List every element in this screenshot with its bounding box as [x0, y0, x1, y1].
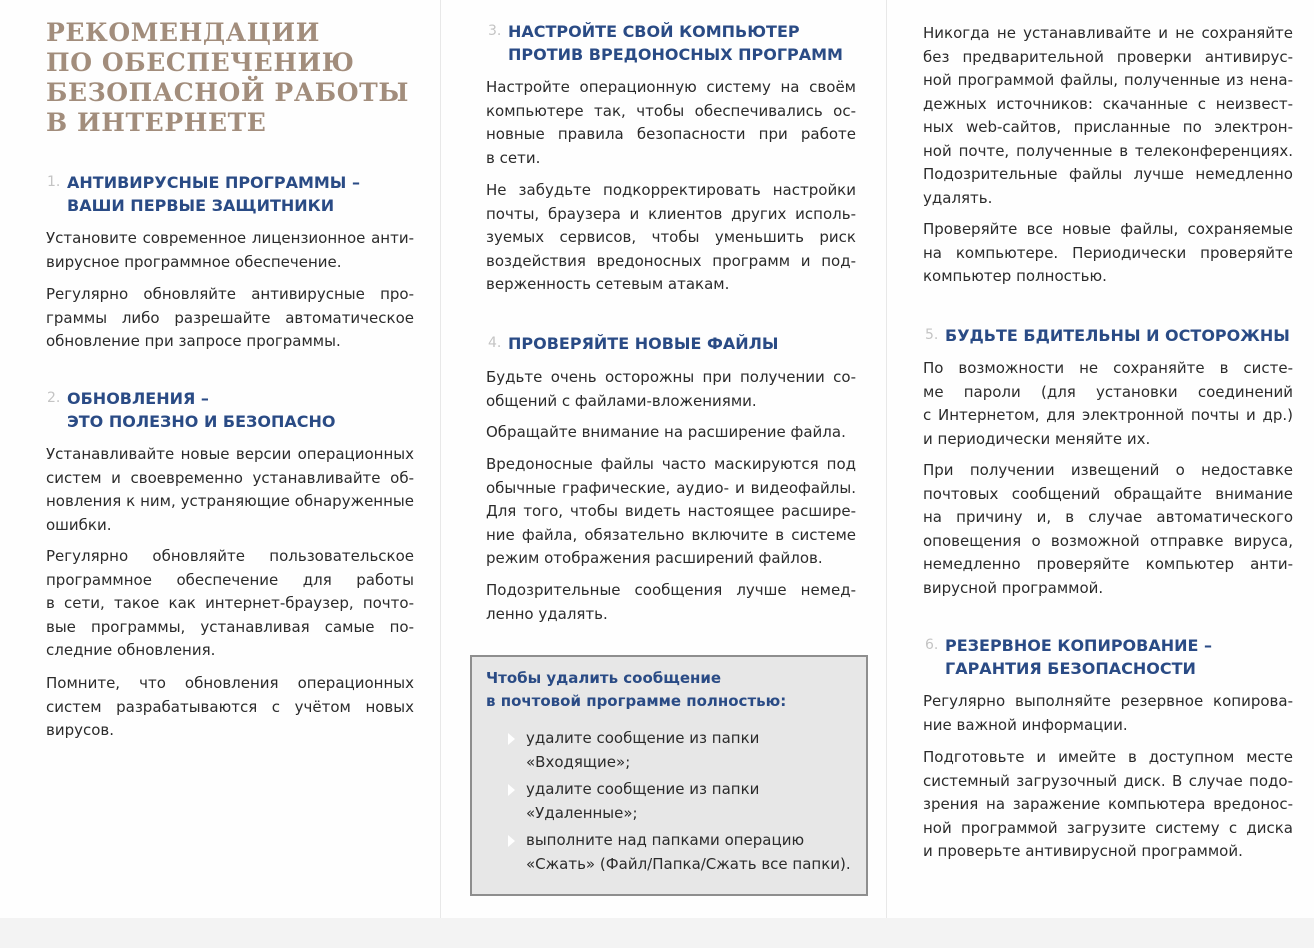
text-line: системный загрузочный диск. В случае подо- [923, 771, 1293, 790]
section-4-paragraph-2 [486, 421, 856, 445]
section-4-paragraph-5 [923, 22, 1293, 210]
section-6-paragraph-2 [923, 746, 1293, 864]
section-5-paragraph-1 [923, 357, 1293, 451]
text-line: ленно удалять. [486, 604, 608, 623]
text-line: зуемых сервисов, чтобы уменьшить риск [486, 228, 856, 246]
main-title [46, 18, 409, 138]
text-line: зрения на заражение компьютера вредонос- [923, 795, 1293, 813]
text-line: вирусное программное обеспечение. [46, 252, 342, 271]
heading-line: ГАРАНТИЯ БЕЗОПАСНОСТИ [945, 659, 1196, 678]
section-4-paragraph-1 [486, 366, 856, 413]
section-number: 6. [925, 637, 939, 653]
section-3-paragraph-2 [486, 179, 856, 297]
text-line: ошибки. [46, 515, 112, 534]
text-line: Подготовьте и имейте в доступном месте [923, 748, 1293, 766]
text-line: Будьте очень осторожны при получении со- [486, 368, 856, 386]
section-2-paragraph-1 [46, 443, 414, 537]
text-line: граммы либо разрешайте автоматическое [46, 308, 414, 327]
main-title-line: ПО ОБЕСПЕЧЕНИЮ [46, 48, 355, 77]
text-line: в сети. [486, 148, 541, 167]
section-3-paragraph-1 [486, 76, 856, 170]
heading-line: АНТИВИРУСНЫЕ ПРОГРАММЫ – [67, 173, 360, 192]
text-line: ние важной информации. [923, 715, 1128, 734]
text-line: вые программы, устанавливая самые по- [46, 617, 414, 636]
list-item-line: удалите сообщение из папки [526, 729, 760, 747]
callout-title-line: Чтобы удалить сообщение [486, 669, 722, 687]
section-number: 5. [925, 327, 939, 343]
list-item [526, 829, 866, 876]
text-line: Установите современное лицензионное анти- [46, 229, 414, 247]
main-title-line: БЕЗОПАСНОЙ РАБОТЫ [46, 78, 409, 107]
section-number: 4. [488, 335, 502, 351]
text-line: обновление при запросе программы. [46, 332, 341, 350]
section-2-heading [47, 387, 427, 433]
text-line: При получении извещений о недоставке [923, 461, 1293, 479]
delete-message-callout [470, 655, 868, 896]
text-line: Настройте операционную систему на своём [486, 78, 856, 96]
heading-line: ПРОВЕРЯЙТЕ НОВЫЕ ФАЙЛЫ [508, 334, 779, 353]
triangle-bullet-icon [508, 733, 515, 745]
callout-list [526, 727, 866, 880]
section-number: 3. [488, 23, 502, 39]
section-1-paragraph-2 [46, 283, 414, 354]
heading-line: БУДЬТЕ БДИТЕЛЬНЫ И ОСТОРОЖНЫ [945, 326, 1290, 345]
list-item-line: «Входящие»; [526, 752, 631, 771]
heading-line: ЭТО ПОЛЕЗНО И БЕЗОПАСНО [67, 412, 336, 431]
text-line: без предварительной проверки антивирус- [923, 47, 1293, 66]
fold-line-left [440, 0, 441, 920]
text-line: верженность сетевым атакам. [486, 275, 730, 293]
text-line: новления к ним, устраняющие обнаруженные [46, 492, 414, 510]
main-title-line: В ИНТЕРНЕТЕ [46, 108, 267, 137]
heading-line: ПРОТИВ ВРЕДОНОСНЫХ ПРОГРАММ [508, 45, 843, 64]
triangle-bullet-icon [508, 784, 515, 796]
text-line: и проверьте антивирусной программой. [923, 842, 1243, 860]
text-line: воздействия вредоносных программ и под- [486, 251, 856, 270]
text-line: и периодически меняйте их. [923, 429, 1151, 448]
text-line: систем и своевременно устанавливайте об- [46, 468, 414, 487]
section-4-paragraph-3 [486, 453, 856, 571]
text-line: программное обеспечение для работы [46, 570, 414, 589]
text-line: оповещения о возможной отправке вируса, [923, 531, 1293, 550]
text-line: ной программой файлы, полученные из нена- [923, 71, 1293, 89]
text-line: компьютере так, чтобы обеспечивались ос- [486, 101, 856, 120]
text-line: новные правила безопасности при работе [486, 125, 856, 143]
callout-title [486, 667, 786, 713]
text-line: ной почте, полученные в телеконференциях. [923, 141, 1293, 160]
text-line: общений с файлами-вложениями. [486, 391, 757, 410]
text-line: ме пароли (для установки соединений [923, 382, 1293, 401]
text-line: Регулярно обновляйте пользовательское [46, 547, 414, 565]
section-number: 1. [47, 174, 61, 190]
list-item [526, 727, 866, 774]
section-5-paragraph-2 [923, 459, 1293, 600]
heading-line: НАСТРОЙТЕ СВОЙ КОМПЬЮТЕР [508, 22, 800, 41]
text-line: систем разрабатываются с учётом новых [46, 697, 414, 716]
text-line: следние обновления. [46, 641, 216, 659]
text-line: режим отображения расширений файлов. [486, 549, 823, 567]
text-line: Регулярно обновляйте антивирусные про- [46, 285, 414, 303]
callout-title-line: в почтовой программе полностью: [486, 692, 787, 710]
text-line: с Интернетом, для электронной почты и др.) [923, 406, 1293, 424]
text-line: почты, браузера и клиентов других исполь- [486, 204, 856, 223]
text-line: немедленно проверяйте компьютер анти- [923, 555, 1293, 573]
main-title-line: РЕКОМЕНДАЦИИ [46, 18, 320, 47]
text-line: вирусной программой. [923, 578, 1104, 597]
text-line: обычные графические, аудио- и видеофайлы. [486, 478, 856, 497]
text-line: По возможности не сохраняйте в систе- [923, 359, 1293, 377]
list-item-line: «Сжать» (Файл/Папка/Сжать все папки). [526, 854, 851, 873]
list-item-line: удалите сообщение из папки [526, 780, 760, 798]
list-item-line: выполните над папками операцию [526, 831, 805, 849]
section-4-paragraph-4 [486, 579, 856, 626]
text-line: ние файла, обязательно включите в системе [486, 525, 856, 544]
section-6-heading [925, 634, 1305, 680]
text-line: ных web-сайтов, присланные по электрон- [923, 118, 1293, 136]
text-line: Подозрительные сообщения лучше немед- [486, 581, 856, 599]
section-number: 2. [47, 390, 61, 406]
section-1-paragraph-1 [46, 227, 414, 274]
section-3-heading [488, 20, 868, 66]
fold-line-right [886, 0, 887, 920]
text-line: Вредоносные файлы часто маскируются под [486, 455, 856, 473]
text-line: Обращайте внимание на расширение файла. [486, 423, 846, 441]
text-line: Устанавливайте новые версии операционных [46, 445, 414, 463]
section-2-paragraph-2 [46, 545, 414, 663]
text-line: в сети, такое как интернет-браузер, почто- [46, 594, 414, 612]
text-line: удалять. [923, 188, 993, 207]
text-line: на причину и, в случае автоматического [923, 508, 1293, 526]
bottom-band [0, 918, 1314, 948]
text-line: Регулярно выполняйте резервное копирова- [923, 692, 1293, 710]
text-line: Помните, что обновления операционных [46, 674, 414, 692]
section-4-paragraph-6 [923, 218, 1293, 289]
heading-line: РЕЗЕРВНОЕ КОПИРОВАНИЕ – [945, 636, 1213, 655]
heading-line: ОБНОВЛЕНИЯ – [67, 389, 209, 408]
section-4-heading [488, 332, 868, 355]
text-line: компьютер полностью. [923, 267, 1107, 285]
text-line: вирусов. [46, 721, 115, 739]
list-item [526, 778, 866, 825]
text-line: почтовых сообщений обращайте внимание [923, 484, 1293, 503]
text-line: на компьютере. Периодически проверяйте [923, 243, 1293, 262]
list-item-line: «Удаленные»; [526, 803, 638, 822]
section-2-paragraph-3 [46, 672, 414, 743]
section-5-heading [925, 324, 1305, 347]
section-1-heading [47, 171, 427, 217]
text-line: Подозрительные файлы лучше немедленно [923, 165, 1293, 183]
text-line: ной программой загрузите систему с диска [923, 818, 1293, 837]
triangle-bullet-icon [508, 835, 515, 847]
text-line: дежных источников: скачанные с неизвест- [923, 94, 1293, 113]
section-6-paragraph-1 [923, 690, 1293, 737]
text-line: Не забудьте подкорректировать настройки [486, 181, 856, 199]
text-line: Проверяйте все новые файлы, сохраняемые [923, 220, 1293, 238]
heading-line: ВАШИ ПЕРВЫЕ ЗАЩИТНИКИ [67, 196, 335, 215]
text-line: Никогда не устанавливайте и не сохраняйте [923, 24, 1293, 42]
text-line: Для того, чтобы видеть настоящее расшире- [486, 502, 856, 520]
